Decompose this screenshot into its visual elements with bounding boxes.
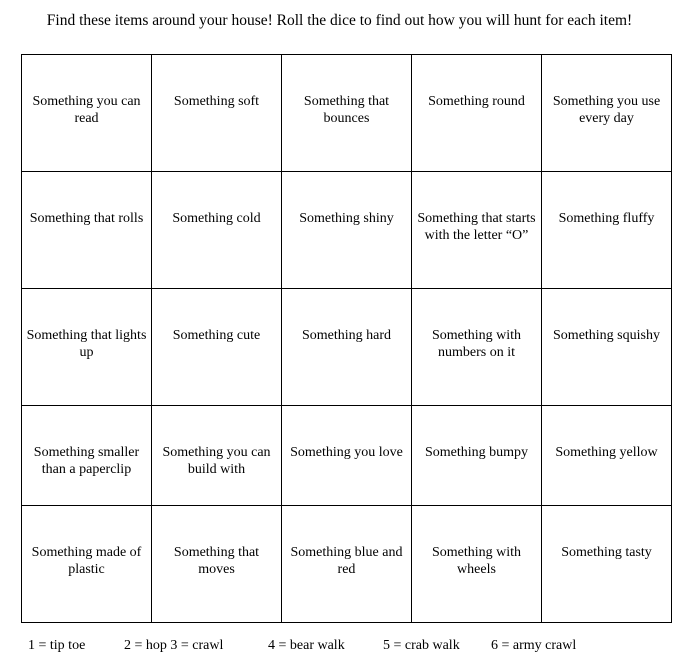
grid-row: [22, 55, 672, 172]
grid-cell: Something fluffy: [542, 172, 672, 289]
grid-cell: Something you love: [282, 406, 412, 506]
grid-cell: Something tasty: [542, 506, 672, 623]
grid-cell: Something with numbers on it: [412, 289, 542, 406]
grid-cell: Something made of plastic: [22, 506, 152, 623]
grid-cell: Something with wheels: [412, 506, 542, 623]
dice-legend: [0, 637, 687, 657]
legend-item-4: 4 = bear walk: [268, 638, 345, 653]
grid-cell: Something that bounces: [282, 55, 412, 172]
legend-item-1: 1 = tip toe: [28, 638, 86, 653]
legend-item-6: 6 = army crawl: [491, 638, 577, 653]
grid-cell: Something bumpy: [412, 406, 542, 506]
grid-cell: Something that moves: [152, 506, 282, 623]
grid-cell: Something that lights up: [22, 289, 152, 406]
grid-cell: Something hard: [282, 289, 412, 406]
scavenger-hunt-grid: [21, 54, 672, 623]
grid-cell: Something that starts with the letter “O”: [412, 172, 542, 289]
legend-item-5: 5 = crab walk: [383, 638, 460, 653]
grid-cell: Something you use every day: [542, 55, 672, 172]
legend-item-2-3: 2 = hop 3 = crawl: [124, 638, 224, 653]
grid-cell: Something soft: [152, 55, 282, 172]
grid-row: [22, 406, 672, 506]
grid-row: [22, 289, 672, 406]
grid-cell: Something cold: [152, 172, 282, 289]
grid-cell: Something that rolls: [22, 172, 152, 289]
grid-row: [22, 506, 672, 623]
grid-cell: Something smaller than a paperclip: [22, 406, 152, 506]
grid-cell: Something blue and red: [282, 506, 412, 623]
grid-cell: Something cute: [152, 289, 282, 406]
grid-cell: Something round: [412, 55, 542, 172]
grid-cell: Something you can read: [22, 55, 152, 172]
grid-cell: Something squishy: [542, 289, 672, 406]
page-title: Find these items around your house! Roll the dice to find out how you will hunt for each item!: [46, 12, 633, 29]
grid-cell: Something shiny: [282, 172, 412, 289]
grid-row: [22, 172, 672, 289]
grid-cell: Something yellow: [542, 406, 672, 506]
grid-cell: Something you can build with: [152, 406, 282, 506]
